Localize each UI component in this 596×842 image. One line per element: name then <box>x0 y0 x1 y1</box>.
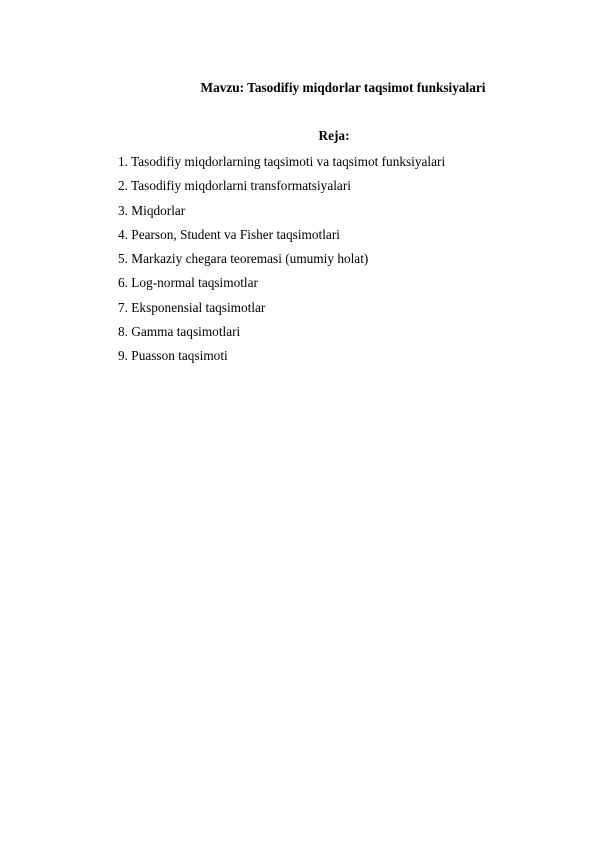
plan-item-5: 5. Markaziy chegara teoremasi (umumiy holat) <box>118 251 369 267</box>
plan-list <box>118 150 445 369</box>
plan-item-6: 6. Log-normal taqsimotlar <box>118 275 258 291</box>
plan-item-2: 2. Tasodifiy miqdorlarni transformatsiyalari <box>118 178 351 194</box>
plan-heading: Reja: <box>318 128 350 143</box>
plan-item-3: 3. Miqdorlar <box>118 202 186 218</box>
plan-item-9: 9. Puasson taqsimoti <box>118 348 228 364</box>
plan-item-7: 7. Eksponensial taqsimotlar <box>118 299 266 315</box>
plan-item-1: 1. Tasodifiy miqdorlarning taqsimoti va taqsimot funksiyalari <box>118 154 446 169</box>
plan-item-4: 4. Pearson, Student va Fisher taqsimotlari <box>118 226 340 242</box>
page-title: Mavzu: Tasodifiy miqdorlar taqsimot funksiyalari <box>200 80 486 95</box>
plan-item-8: 8. Gamma taqsimotlari <box>118 324 241 340</box>
